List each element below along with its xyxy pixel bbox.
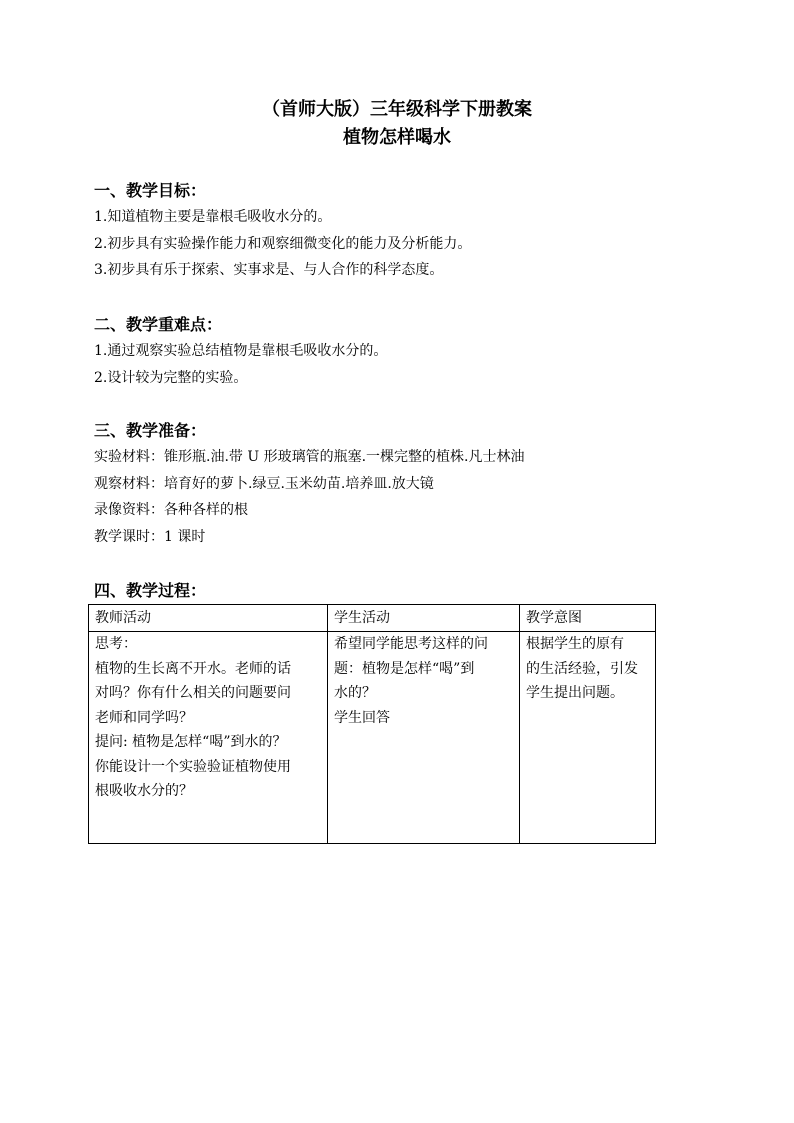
document-subtitle: 植物怎样喝水 [343,127,451,148]
cell-line: 水的？ [334,685,376,701]
cell-line: 思考： [95,636,137,652]
preparation-item: 录像资料：各种各样的根 [94,502,248,518]
table-row [89,632,656,844]
cell-line: 老师和同学吗？ [95,709,193,726]
column-header-teacher: 教师活动 [89,605,328,632]
table-header-row [89,605,656,632]
cell-line: 你能设计一个实验验证植物使用 [95,758,291,775]
goal-item: 1.知道植物主要是靠根毛吸收水分的。 [94,209,332,225]
key-point-item: 1.通过观察实验总结植物是靠根毛吸收水分的。 [94,343,388,359]
section-heading: 三、教学准备： [94,421,207,440]
section-preparation [94,418,694,550]
cell-line: 提问: 植物是怎样“喝”到水的？ [95,734,287,750]
document-title-block [0,96,794,152]
section-heading: 一、教学目标： [94,181,207,200]
goal-item: 3.初步具有乐于探索、实事求是、与人合作的科学态度。 [94,262,444,278]
preparation-item: 观察材料：培育好的萝卜.绿豆.玉米幼苗.培养皿.放大镜 [94,475,434,492]
key-point-item: 2.设计较为完整的实验。 [94,369,248,386]
column-header-intent: 教学意图 [520,605,656,632]
cell-line: 的生活经验，引发 [526,660,638,677]
student-activity-cell [328,632,520,844]
section-process [94,578,694,604]
cell-line: 根吸收水分的？ [95,783,193,799]
process-table [88,604,656,844]
cell-line: 希望同学能思考这样的问 [334,636,488,652]
cell-line: 植物的生长离不开水。老师的话 [95,660,291,677]
goal-item: 2.初步具有实验操作能力和观察细微变化的能力及分析能力。 [94,235,472,252]
cell-line: 学生回答 [334,709,390,726]
section-heading: 二、教学重难点： [94,315,223,334]
section-key-points [94,312,694,391]
cell-line: 题：植物是怎样“喝”到 [334,660,475,677]
cell-line: 对吗？你有什么相关的问题要问 [95,685,291,701]
document-title: （首师大版）三年级科学下册教案 [262,99,532,120]
preparation-item: 教学课时：1 课时 [94,528,206,545]
teacher-activity-cell [89,632,328,844]
section-heading: 四、教学过程： [94,581,207,600]
cell-line: 学生提出问题。 [526,685,624,701]
preparation-item: 实验材料：锥形瓶.油.带 U 形玻璃管的瓶塞.一棵完整的植株.凡士林油 [94,449,525,465]
cell-line: 根据学生的原有 [526,636,624,652]
column-header-student: 学生活动 [328,605,520,632]
section-teaching-goals [94,178,694,284]
teaching-intent-cell [520,632,656,844]
